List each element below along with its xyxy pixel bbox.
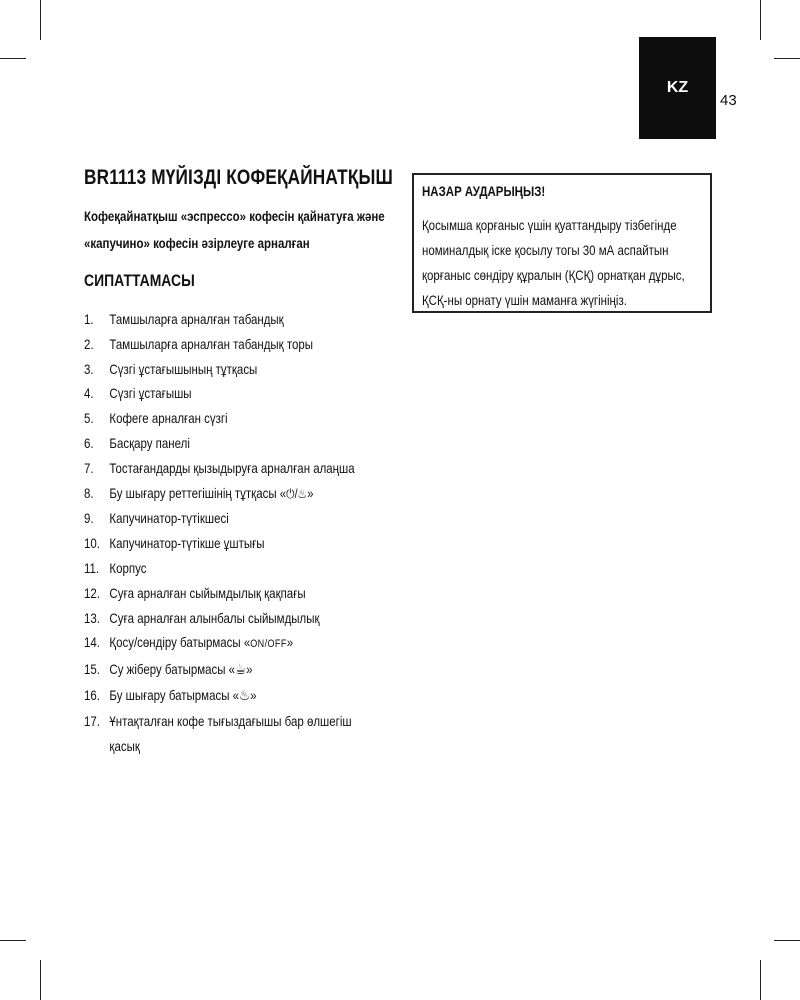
features-list: [84, 307, 363, 758]
feature-number: 2.: [84, 335, 94, 352]
coffee-cup-icon: ☕: [235, 661, 247, 679]
feature-number: 4.: [84, 385, 94, 402]
feature-label: Тостағандарды қызыдыруға арналған алаңша: [109, 459, 355, 476]
feature-item: [84, 332, 363, 357]
warning-box: [412, 173, 712, 313]
feature-text: [109, 581, 362, 606]
feature-label: Корпус: [109, 559, 147, 576]
feature-number: 7.: [84, 459, 94, 476]
feature-label-suffix: »: [246, 661, 253, 678]
feature-text: [109, 683, 362, 709]
subtitle: Кофеқайнатқыш «эспрессо» кофесін қайнатуға және «капучино» кофесін әзірлеуге арналған: [84, 208, 385, 251]
feature-label: Бу шығару батырмасы «: [109, 686, 240, 703]
feature-label-suffix: »: [250, 686, 257, 703]
feature-label: Сүзгі ұстағышының тұтқасы: [109, 360, 258, 377]
crop-mark: [40, 0, 41, 40]
feature-number: 11.: [84, 559, 100, 576]
feature-number: 16.: [84, 686, 100, 703]
feature-item: [84, 357, 363, 382]
feature-item: [84, 606, 363, 631]
feature-number: 5.: [84, 410, 94, 427]
feature-number: 15.: [84, 661, 100, 678]
feature-number: 3.: [84, 360, 94, 377]
feature-number: 14.: [84, 634, 100, 651]
feature-item: [84, 581, 363, 606]
feature-label: Сүзгі ұстағышы: [109, 385, 192, 402]
feature-item: [84, 307, 363, 332]
feature-text: [109, 307, 362, 332]
feature-label: Суға арналған сыйымдылық қақпағы: [109, 584, 306, 601]
feature-text: [109, 606, 362, 631]
feature-item: [84, 481, 363, 507]
feature-label: Капучинатор-түтікше ұштығы: [109, 535, 265, 552]
feature-label: Ұнтақталған кофе тығыздағышы бар өлшегіш қасық: [109, 712, 352, 754]
feature-item: [84, 630, 363, 657]
on-off-icon: ON/OFF: [250, 638, 287, 651]
feature-label: Тамшыларға арналған табандық торы: [109, 335, 314, 352]
feature-text: [109, 357, 362, 382]
feature-text: [109, 431, 362, 456]
crop-mark: [0, 940, 26, 941]
feature-text: [109, 481, 362, 507]
feature-text: [109, 456, 362, 481]
crop-mark: [0, 58, 26, 59]
warning-text: Қосымша қорғаныс үшін қуаттандыру тізбегінде номиналдық іске қосылу тогы 30 мА аспайтын қорғаныс сөндіру құралын (ҚСҚ) орнатқан дұрыс, ҚСҚ-ны орнату үшін маманға жүгініңіз.: [422, 217, 685, 308]
feature-text: [109, 657, 362, 683]
feature-number: 1.: [84, 311, 94, 327]
feature-text: [109, 531, 362, 556]
crop-mark: [40, 960, 41, 1000]
feature-text: [109, 381, 362, 406]
feature-label: Тамшыларға арналған табандық: [109, 311, 284, 327]
feature-text: [109, 709, 362, 759]
language-tab: [639, 37, 716, 139]
feature-number: 17.: [84, 712, 100, 729]
page-number: 43: [720, 92, 737, 109]
feature-item: [84, 556, 363, 581]
feature-number: 6.: [84, 434, 94, 451]
page-title: BR1113 МҮЙІЗДІ КОФЕҚАЙНАТҚЫШ: [84, 166, 393, 189]
steam-regulator-icon: ⏻/♨: [286, 485, 308, 501]
feature-number: 10.: [84, 535, 100, 552]
section-heading: СИПАТТАМАСЫ: [84, 271, 195, 290]
feature-label: Капучинатор-түтікшесі: [109, 510, 229, 527]
feature-label: Қосу/сөндіру батырмасы «: [109, 634, 251, 651]
feature-item: [84, 456, 363, 481]
feature-number: 8.: [84, 484, 94, 501]
steam-icon: ♨: [239, 686, 251, 704]
feature-item: [84, 431, 363, 456]
feature-item: [84, 709, 363, 759]
feature-label: Бу шығару реттегішінің тұтқасы «: [109, 484, 287, 501]
feature-number: 9.: [84, 510, 94, 527]
feature-label-suffix: »: [286, 634, 294, 651]
feature-number: 13.: [84, 609, 100, 626]
feature-item: [84, 657, 363, 683]
feature-label: Суға арналған алынбалы сыйымдылық: [109, 609, 320, 626]
feature-item: [84, 531, 363, 556]
feature-item: [84, 381, 363, 406]
feature-number: 12.: [84, 584, 100, 601]
language-code: KZ: [666, 79, 689, 96]
feature-label: Басқару панелі: [109, 434, 190, 451]
feature-text: [109, 406, 362, 431]
crop-mark: [774, 58, 800, 59]
feature-text: [109, 332, 362, 357]
feature-item: [84, 406, 363, 431]
feature-text: [109, 556, 362, 581]
crop-mark: [760, 960, 761, 1000]
feature-item: [84, 683, 363, 709]
feature-label: Су жіберу батырмасы «: [109, 661, 236, 678]
feature-text: [109, 630, 362, 657]
crop-mark: [774, 940, 800, 941]
warning-title: НАЗАР АУДАРЫҢЫЗ!: [422, 183, 546, 199]
feature-text: [109, 506, 362, 531]
feature-item: [84, 506, 363, 531]
feature-label-suffix: »: [307, 484, 314, 501]
feature-label: Кофеге арналған сүзгі: [109, 410, 228, 427]
crop-mark: [760, 0, 761, 40]
